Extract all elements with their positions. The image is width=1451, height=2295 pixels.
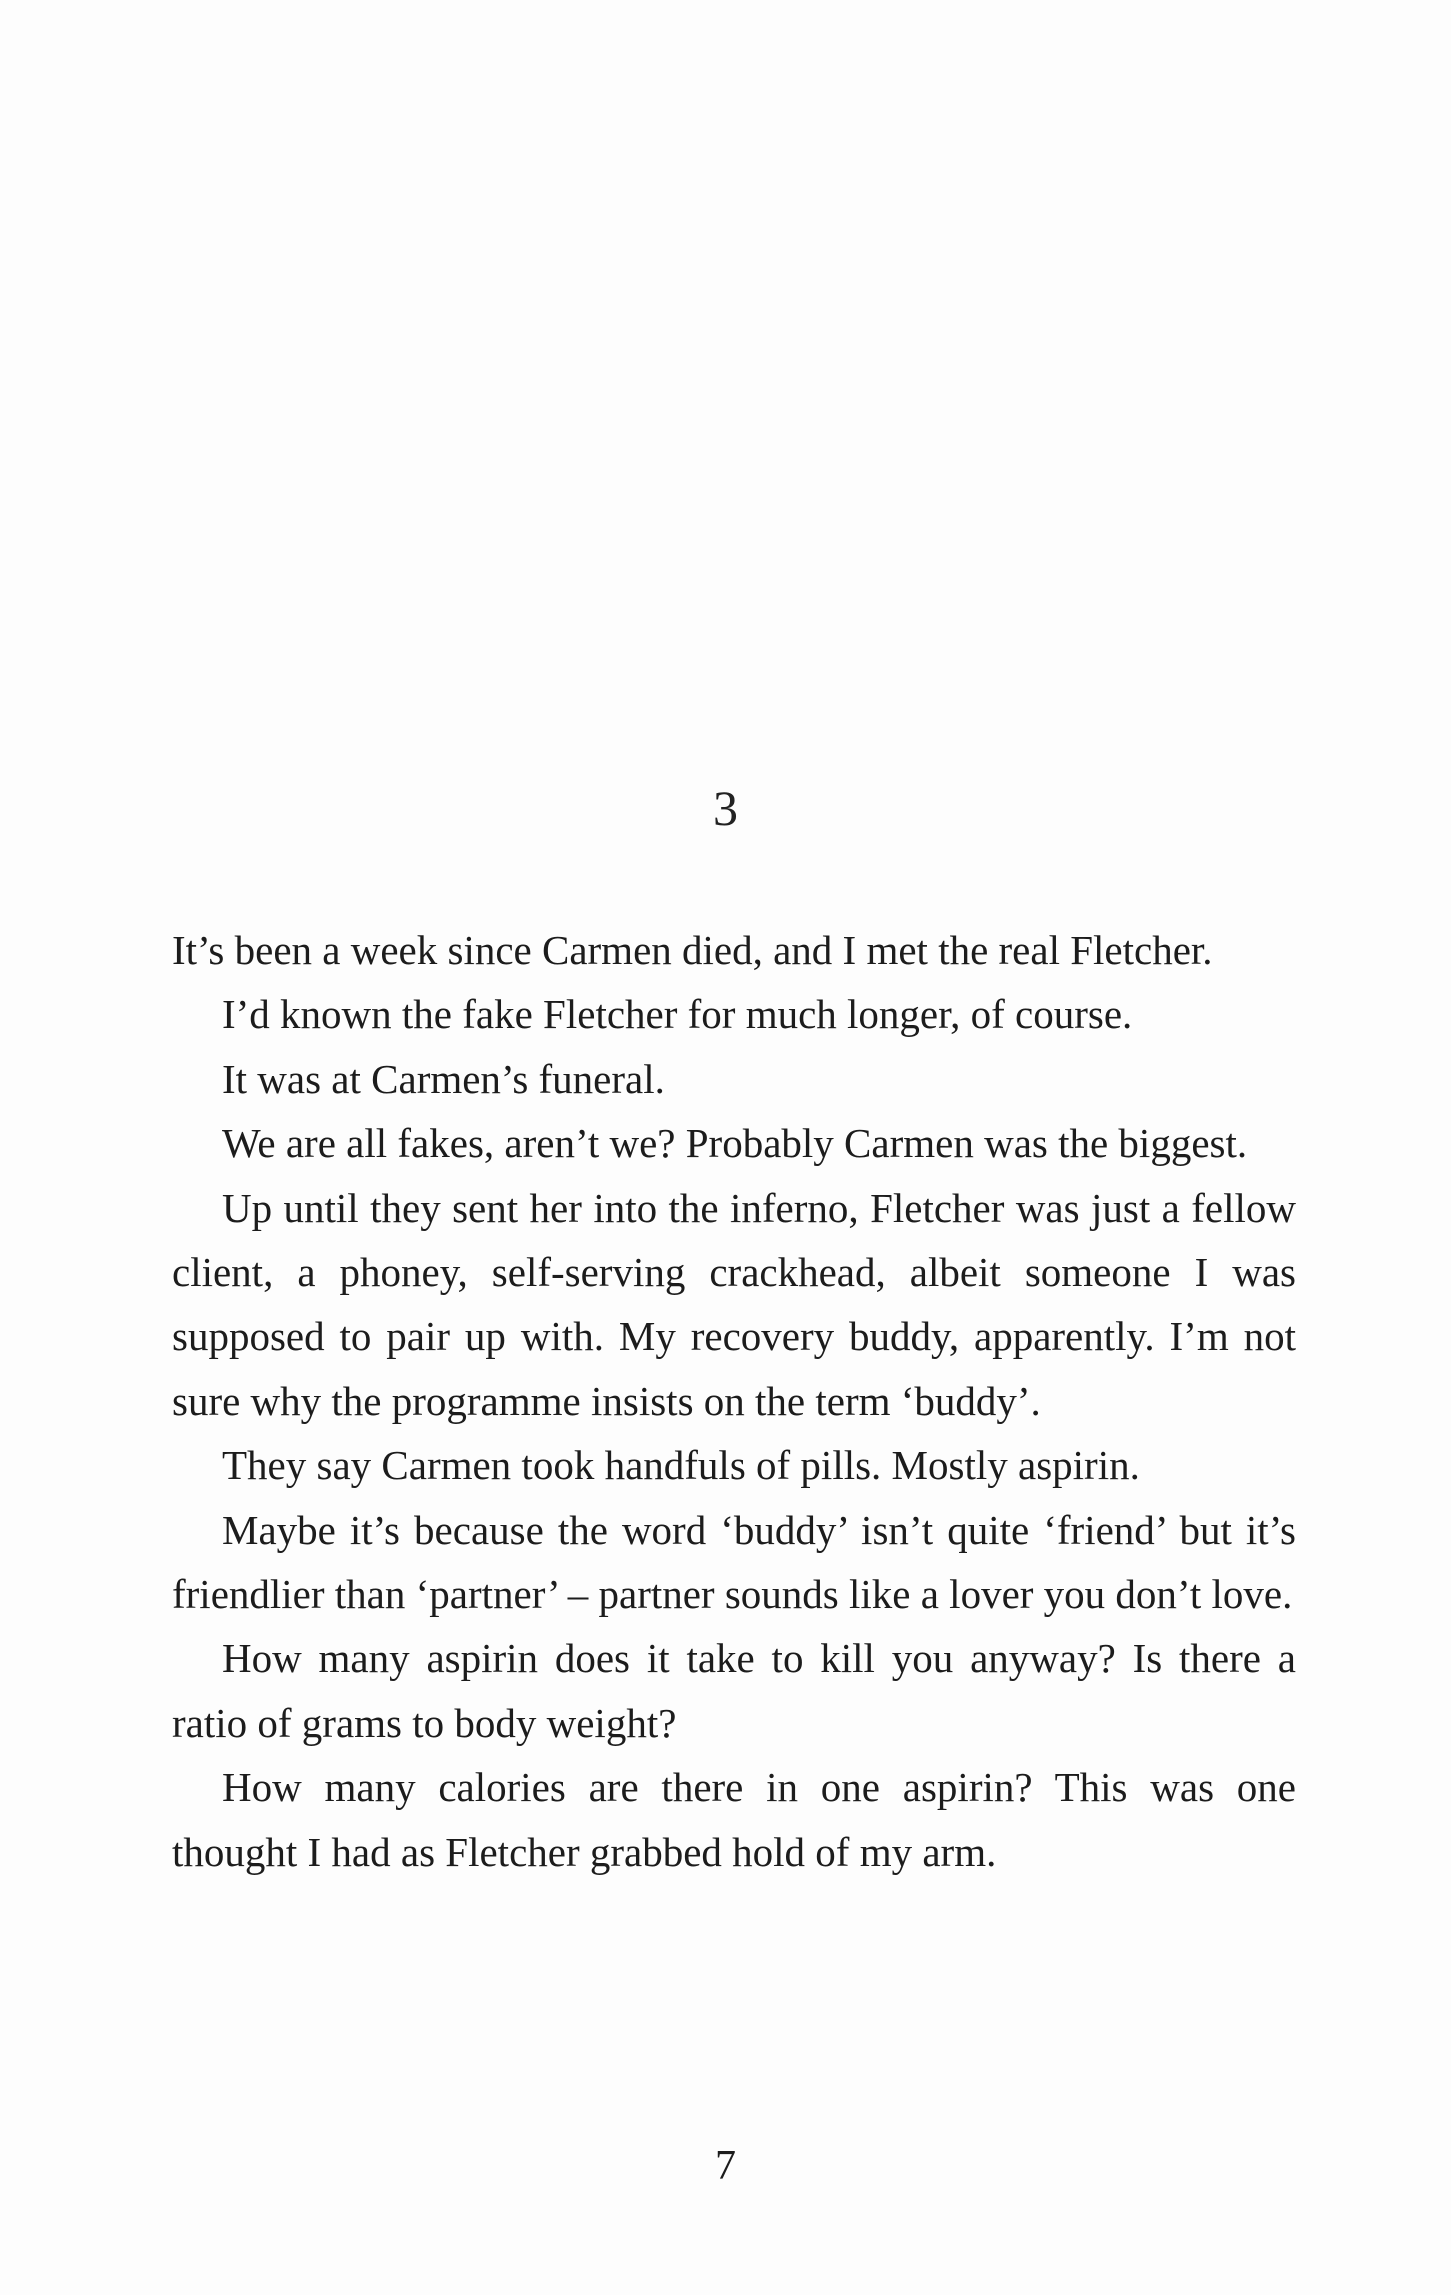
paragraph: They say Carmen took handfuls of pills. Mostly aspirin. <box>222 1442 1140 1489</box>
paragraph: It was at Carmen’s funeral. <box>222 1055 665 1102</box>
page-number: 7 <box>715 2143 736 2189</box>
paragraph: Up until they sent her into the inferno, Fletcher was just a fellow client, a phoney, self-serving crackhead, albeit someone I was supposed to pair up with. My recovery buddy, apparently. I’m not sure why the programme insists on the term ‘buddy’. <box>172 1184 1296 1424</box>
paragraph: Maybe it’s because the word ‘buddy’ isn’t quite ‘friend’ but it’s friendlier than ‘partner’ – partner sounds like a lover you don’t love. <box>172 1506 1296 1618</box>
paragraph: I’d known the fake Fletcher for much longer, of course. <box>222 991 1133 1038</box>
chapter-body-text <box>172 918 1296 1884</box>
paragraph: It’s been a week since Carmen died, and I met the real Fletcher. <box>172 927 1213 973</box>
paragraph: We are all fakes, aren’t we? Probably Carmen was the biggest. <box>222 1120 1248 1167</box>
paragraph: How many aspirin does it take to kill you anyway? Is there a ratio of grams to body weight? <box>172 1635 1296 1746</box>
paragraph: How many calories are there in one aspirin? This was one thought I had as Fletcher grabbed hold of my arm. <box>172 1764 1296 1875</box>
chapter-number: 3 <box>713 780 738 836</box>
